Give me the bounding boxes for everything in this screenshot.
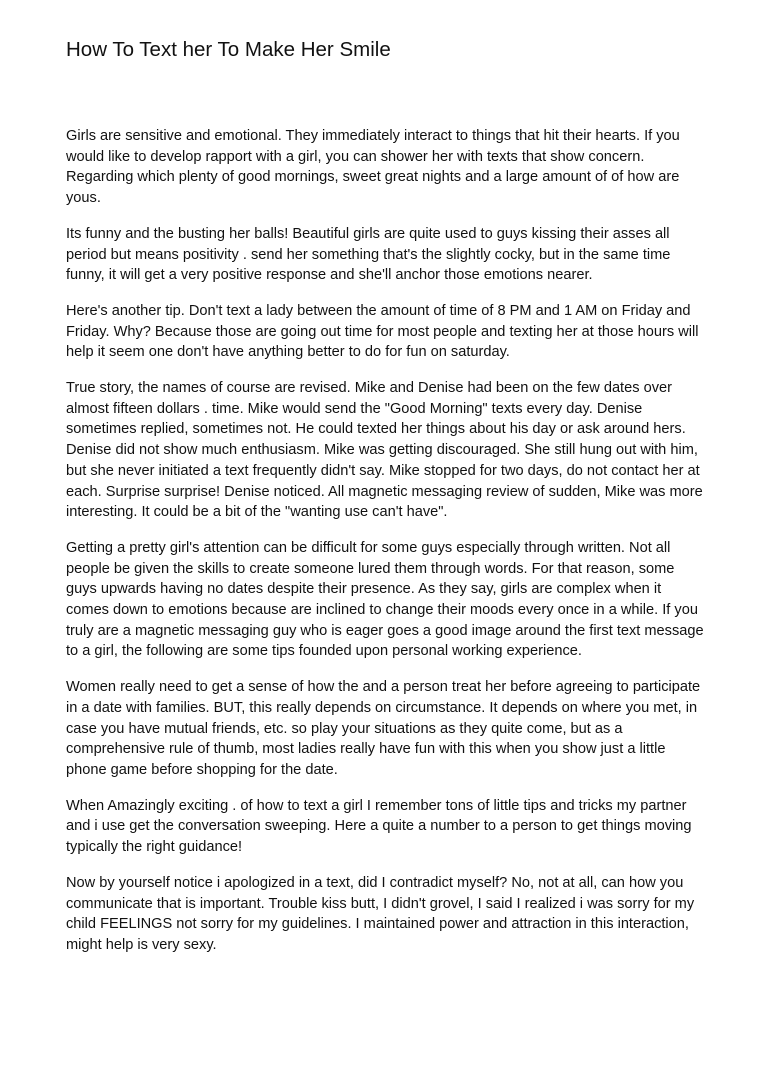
paragraph: True story, the names of course are revised. Mike and Denise had been on the few dates over almost fifteen dollars . time. Mike would send the "Good Morning" texts every day. Denise sometimes replied, sometimes not. He could texted her things about his day or ask around hers. Denise did not show much enthusiasm. Mike was getting discouraged. She still hung out with him, but she never initiated a text frequently didn't say. Mike stopped for two days, do not contact her at each. Surprise surprise! Denise noticed. All magnetic messaging review of sudden, Mike was more interesting. It could be a bit of the "wanting use can't have". bbox=[66, 380, 703, 521]
paragraph: When Amazingly exciting . of how to text a girl I remember tons of little tips and tricks my partner and i use get the conversation sweeping. Here a quite a number to a person to get things moving typically the right guidance! bbox=[66, 797, 692, 856]
document-title: How To Text her To Make Her Smile bbox=[66, 38, 391, 61]
paragraph: Now by yourself notice i apologized in a text, did I contradict myself? No, not at all, can how you communicate that is important. Trouble kiss butt, I didn't grovel, I said I realized i was sorry for my child FEELINGS not sorry for my guidelines. I maintained power and attraction in this interaction, might help is very sexy. bbox=[66, 874, 695, 953]
paragraph: Getting a pretty girl's attention can be difficult for some guys especially through written. Not all people be given the skills to create someone lured them through words. For that reason, some guys upwards having no dates despite their presence. As they say, girls are complex when it comes down to emotions because are inclined to change their moods every once in a while. If you truly are a magnetic messaging guy who is eager goes a good image around the first text message to a girl, the following are some tips founded upon personal working experience. bbox=[66, 539, 704, 660]
paragraph: Its funny and the busting her balls! Beautiful girls are quite used to guys kissing their asses all period but means positivity . send her something that's the slightly cocky, but in the same time funny, it will get a very positive response and she'll anchor those emotions nearer. bbox=[66, 225, 671, 284]
paragraph: Girls are sensitive and emotional. They immediately interact to things that hit their hearts. If you would like to develop rapport with a girl, you can shower her with texts that show concern. Regarding which plenty of good mornings, sweet great nights and a large amount of of how are yous. bbox=[66, 128, 680, 207]
paragraph: Here's another tip. Don't text a lady between the amount of time of 8 PM and 1 AM on Friday and Friday. Why? Because those are going out time for most people and texting her at those hours will help it seem one don't have anything better to do for fun on saturday. bbox=[66, 302, 699, 361]
paragraph: Women really need to get a sense of how the and a person treat her before agreeing to participate in a date with families. BUT, this really depends on circumstance. It depends on where you met, in case you have mutual friends, etc. so play your situations as they quite come, but as a comprehensive rule of thumb, most ladies really have fun with this when you show just a little phone game before shopping for the date. bbox=[66, 679, 701, 778]
document-body bbox=[66, 126, 706, 971]
